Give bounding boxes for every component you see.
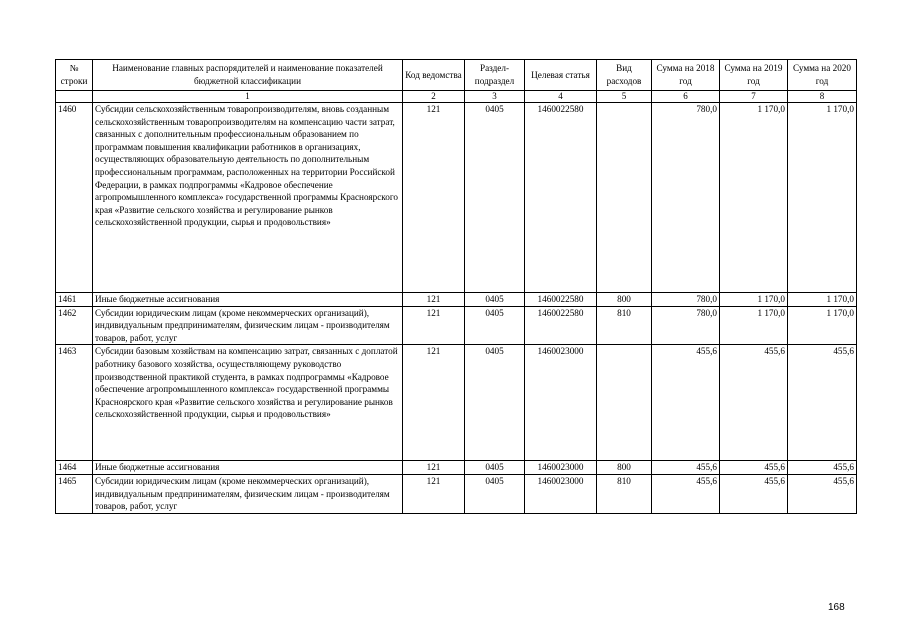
row-dept-code: 121	[403, 345, 465, 461]
row-sum-2019: 455,6	[720, 461, 788, 475]
row-section: 0405	[465, 306, 525, 345]
header-sum-2020: Сумма на 2020 год	[788, 60, 857, 91]
row-name: Субсидии базовым хозяйствам на компенсацию затрат, связанных с доплатой работнику базового хозяйства, осуществляющему руководство производственной практикой студента, в рамках подпрограммы «Кадровое обеспечение агропромышленного комплекса» государственной программы Красноярского края «Развитие сельского хозяйства и регулирование рынков сельскохозяйственной продукции, сырья и продовольствия»	[93, 345, 403, 461]
row-sum-2018: 455,6	[652, 474, 720, 513]
row-number: 1461	[56, 293, 93, 307]
header-row	[56, 60, 857, 91]
row-sum-2020: 455,6	[788, 345, 857, 461]
row-name: Иные бюджетные ассигнования	[93, 461, 403, 475]
column-number-row	[56, 91, 857, 103]
table-row	[56, 345, 857, 461]
row-expense-type: 810	[597, 474, 652, 513]
row-sum-2019: 1 170,0	[720, 103, 788, 293]
row-section: 0405	[465, 293, 525, 307]
row-expense-type	[597, 345, 652, 461]
row-dept-code: 121	[403, 306, 465, 345]
header-dept-code: Код ведомства	[403, 60, 465, 91]
row-section: 0405	[465, 461, 525, 475]
column-number: 7	[720, 91, 788, 103]
header-expense-type: Вид расходов	[597, 60, 652, 91]
row-name: Субсидии юридическим лицам (кроме некоммерческих организаций), индивидуальным предпринимателям, физическим лицам - производителям товаров, работ, услуг	[93, 306, 403, 345]
column-number	[56, 91, 93, 103]
table-row	[56, 306, 857, 345]
row-sum-2018: 455,6	[652, 345, 720, 461]
row-sum-2019: 1 170,0	[720, 306, 788, 345]
row-number: 1464	[56, 461, 93, 475]
row-section: 0405	[465, 345, 525, 461]
row-sum-2020: 455,6	[788, 474, 857, 513]
row-name: Иные бюджетные ассигнования	[93, 293, 403, 307]
column-number: 6	[652, 91, 720, 103]
row-sum-2019: 455,6	[720, 345, 788, 461]
row-sum-2018: 455,6	[652, 461, 720, 475]
row-sum-2018: 780,0	[652, 293, 720, 307]
row-dept-code: 121	[403, 474, 465, 513]
row-target-article: 1460023000	[525, 345, 597, 461]
row-section: 0405	[465, 103, 525, 293]
row-number: 1460	[56, 103, 93, 293]
row-name: Субсидии сельскохозяйственным товаропроизводителям, вновь созданным сельскохозяйственным товаропроизводителям на компенсацию части затрат, связанных с дополнительным профессиональным образованием по программам повышения квалификации работников в организациях, осуществляющих образовательную деятельность по дополнительным профессиональным программам, расположенных на территории Российской Федерации, в рамках подпрограммы «Кадровое обеспечение агропромышленного комплекса» государственной программы Красноярского края «Развитие сельского хозяйства и регулирование рынков сельскохозяйственной продукции, сырья и продовольствия»	[93, 103, 403, 293]
row-dept-code: 121	[403, 461, 465, 475]
row-target-article: 1460022580	[525, 306, 597, 345]
row-expense-type: 800	[597, 293, 652, 307]
row-dept-code: 121	[403, 293, 465, 307]
header-sum-2019: Сумма на 2019 год	[720, 60, 788, 91]
header-row-number: № строки	[56, 60, 93, 91]
table-row	[56, 461, 857, 475]
row-target-article: 1460023000	[525, 474, 597, 513]
row-sum-2018: 780,0	[652, 103, 720, 293]
column-number: 2	[403, 91, 465, 103]
row-target-article: 1460023000	[525, 461, 597, 475]
row-sum-2019: 455,6	[720, 474, 788, 513]
column-number: 1	[93, 91, 403, 103]
header-section: Раздел-подраздел	[465, 60, 525, 91]
row-section: 0405	[465, 474, 525, 513]
header-target-article: Целевая статья	[525, 60, 597, 91]
column-number: 3	[465, 91, 525, 103]
row-number: 1462	[56, 306, 93, 345]
table-row	[56, 103, 857, 293]
row-number: 1463	[56, 345, 93, 461]
header-name: Наименование главных распорядителей и наименование показателей бюджетной классификации	[93, 60, 403, 91]
column-number: 8	[788, 91, 857, 103]
column-number: 4	[525, 91, 597, 103]
page-number: 168	[828, 602, 845, 613]
row-sum-2020: 455,6	[788, 461, 857, 475]
row-expense-type	[597, 103, 652, 293]
row-target-article: 1460022580	[525, 293, 597, 307]
row-name: Субсидии юридическим лицам (кроме некоммерческих организаций), индивидуальным предпринимателям, физическим лицам - производителям товаров, работ, услуг	[93, 474, 403, 513]
table-row	[56, 293, 857, 307]
row-dept-code: 121	[403, 103, 465, 293]
row-sum-2020: 1 170,0	[788, 306, 857, 345]
table-row	[56, 474, 857, 513]
row-sum-2019: 1 170,0	[720, 293, 788, 307]
row-sum-2020: 1 170,0	[788, 103, 857, 293]
row-target-article: 1460022580	[525, 103, 597, 293]
row-number: 1465	[56, 474, 93, 513]
header-sum-2018: Сумма на 2018 год	[652, 60, 720, 91]
row-expense-type: 810	[597, 306, 652, 345]
row-sum-2018: 780,0	[652, 306, 720, 345]
column-number: 5	[597, 91, 652, 103]
row-expense-type: 800	[597, 461, 652, 475]
row-sum-2020: 1 170,0	[788, 293, 857, 307]
budget-table	[55, 59, 857, 514]
